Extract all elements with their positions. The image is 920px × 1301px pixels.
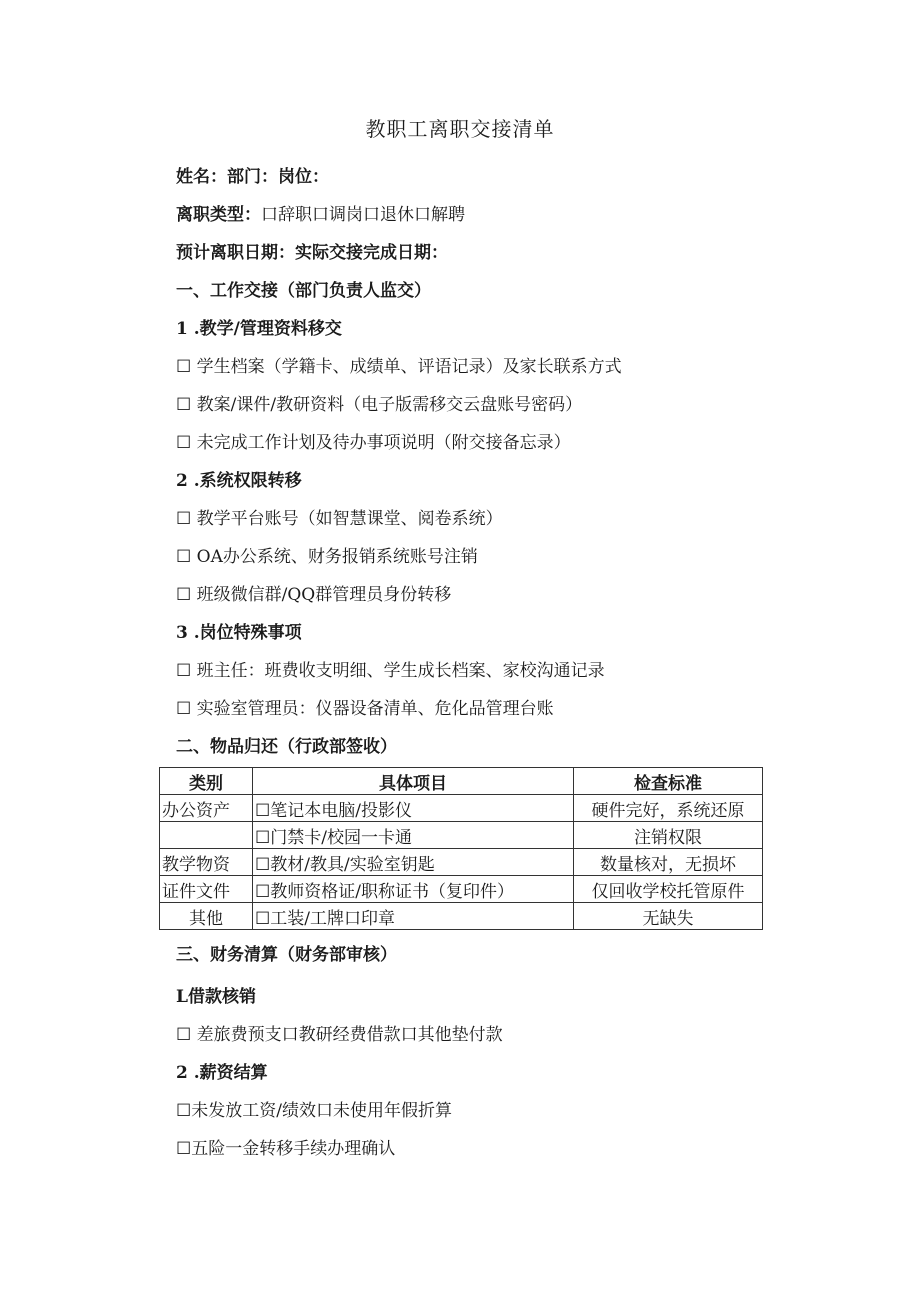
item-checkbox-cell[interactable]: ☐教师资格证/职称证书（复印件）	[253, 876, 574, 903]
item-checkbox-cell[interactable]: ☐门禁卡/校园一卡通	[253, 822, 574, 849]
leave-type-line	[176, 200, 465, 225]
subsection-1-1-title: 1 .教学/管理资料移交	[176, 319, 342, 339]
item-checkbox-cell[interactable]: ☐工装/工牌口印章	[253, 903, 574, 930]
category-cell	[160, 822, 253, 849]
item-checkbox-cell[interactable]: ☐笔记本电脑/投影仪	[253, 795, 574, 822]
checklist-item[interactable]: ☐ 班主任：班费收支明细、学生成长档案、家校沟通记录	[176, 661, 605, 681]
standard-cell: 数量核对，无损坏	[574, 849, 763, 876]
column-header-standard: 检查标准	[574, 768, 763, 795]
category-cell: 办公资产	[160, 795, 253, 822]
column-header-category: 类别	[160, 768, 253, 795]
checklist-item[interactable]: ☐ OA办公系统、财务报销系统账号注销	[176, 547, 478, 567]
leave-type-options[interactable]: 口辞职口调岗口退休口解聘	[261, 205, 465, 225]
checklist-item[interactable]: ☐ 教案/课件/教研资料（电子版需移交云盘账号密码）	[176, 395, 583, 415]
leave-dates-line: 预计离职日期：实际交接完成日期：	[176, 243, 448, 263]
checklist-item[interactable]: ☐ 班级微信群/QQ群管理员身份转移	[176, 585, 452, 605]
column-header-item: 具体项目	[253, 768, 574, 795]
subsection-3-1-title: L借款核销	[176, 987, 256, 1007]
category-cell: 其他	[160, 903, 253, 930]
standard-cell: 仅回收学校托管原件	[574, 876, 763, 903]
page-title: 教职工离职交接清单	[365, 117, 555, 141]
checklist-item[interactable]: ☐五险一金转移手续办理确认	[176, 1139, 396, 1159]
section-2-title: 二、物品归还（行政部签收）	[176, 737, 397, 757]
table-row	[160, 876, 763, 903]
checklist-item[interactable]: ☐ 学生档案（学籍卡、成绩单、评语记录）及家长联系方式	[176, 357, 622, 377]
leave-type-label: 离职类型：	[176, 205, 261, 225]
standard-cell: 硬件完好，系统还原	[574, 795, 763, 822]
checklist-item[interactable]: ☐ 实验室管理员：仪器设备清单、危化品管理台账	[176, 699, 554, 719]
item-checkbox-cell[interactable]: ☐教材/教具/实验室钥匙	[253, 849, 574, 876]
checklist-item[interactable]: ☐ 未完成工作计划及待办事项说明（附交接备忘录）	[176, 433, 571, 453]
subsection-1-3-title: 3 .岗位特殊事项	[176, 623, 302, 643]
category-cell: 教学物资	[160, 849, 253, 876]
asset-return-table	[159, 767, 763, 930]
table-row	[160, 822, 763, 849]
checklist-item[interactable]: ☐未发放工资/绩效口未使用年假折算	[176, 1101, 452, 1121]
standard-cell: 注销权限	[574, 822, 763, 849]
checklist-item[interactable]: ☐ 差旅费预支口教研经费借款口其他垫付款	[176, 1025, 503, 1045]
table-row	[160, 903, 763, 930]
table-row	[160, 849, 763, 876]
table-header-row	[160, 768, 763, 795]
name-dept-position-line: 姓名：部门：岗位：	[176, 167, 329, 187]
table-row	[160, 795, 763, 822]
checklist-item[interactable]: ☐ 教学平台账号（如智慧课堂、阅卷系统）	[176, 509, 503, 529]
standard-cell: 无缺失	[574, 903, 763, 930]
section-1-title: 一、工作交接（部门负责人监交）	[176, 281, 431, 301]
section-3-title: 三、财务清算（财务部审核）	[176, 945, 397, 965]
subsection-3-2-title: 2 .薪资结算	[176, 1063, 268, 1083]
subsection-1-2-title: 2 .系统权限转移	[176, 471, 302, 491]
category-cell: 证件文件	[160, 876, 253, 903]
